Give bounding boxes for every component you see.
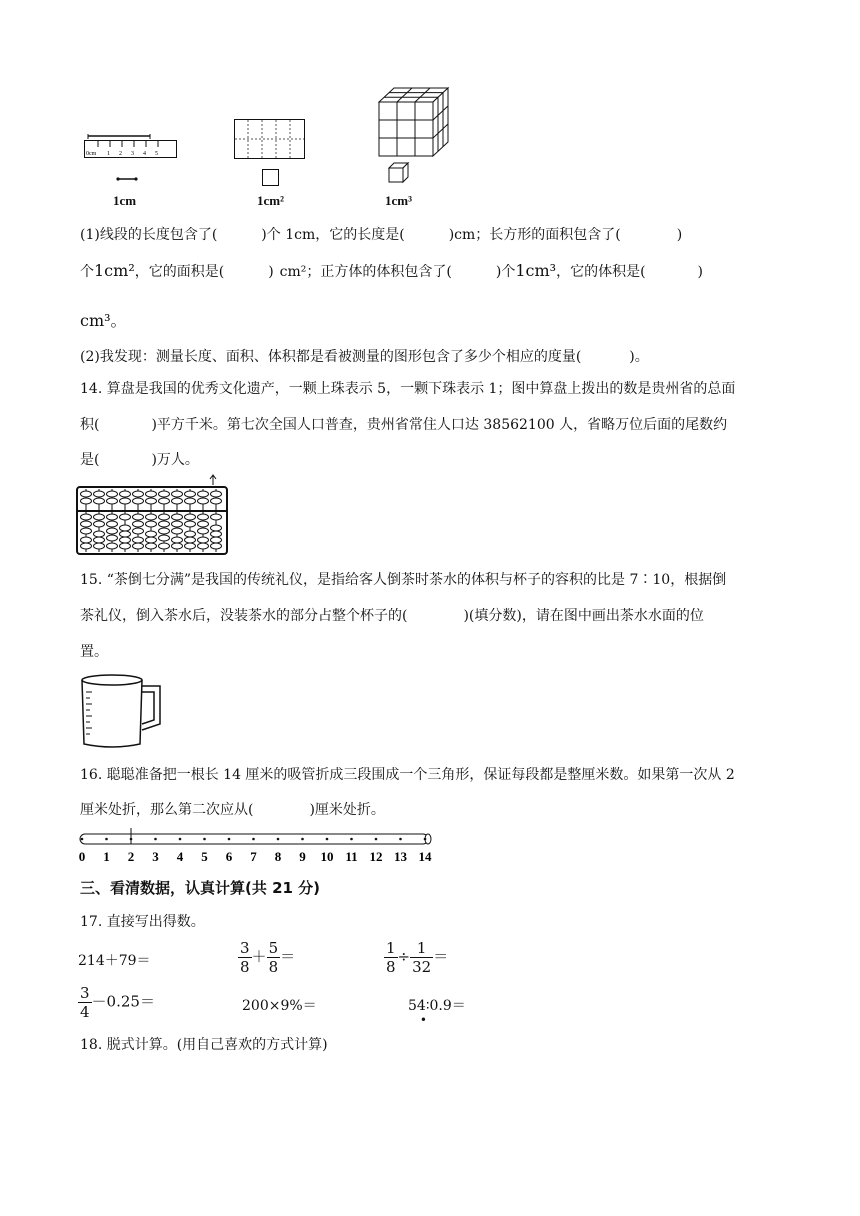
abacus-bead [81, 521, 92, 527]
scale-label: 13 [394, 849, 407, 864]
abacus-bead [133, 537, 144, 543]
abacus-bead [146, 498, 157, 504]
abacus-bead [159, 535, 170, 541]
abacus-bead [120, 537, 131, 543]
straw-tick [326, 838, 329, 841]
abacus-bead [198, 537, 209, 543]
abacus-bead [81, 528, 92, 534]
abacus-bead [133, 543, 144, 549]
abacus-bead [185, 531, 196, 537]
cube-figure [378, 84, 450, 158]
abacus-bead [211, 537, 222, 543]
abacus-bead [120, 514, 131, 520]
abacus-bead [94, 531, 105, 537]
q17-expr-4: $\frac{3}{4}$ －0.25＝ [80, 984, 155, 1021]
scale-label: 11 [345, 849, 358, 864]
straw-tick [81, 838, 84, 841]
straw-tick [105, 838, 108, 841]
abacus-bead [120, 498, 131, 504]
abacus-bead [81, 537, 92, 543]
q14-line3: 是( )万人。 [80, 452, 199, 468]
abacus-bead [120, 543, 131, 549]
straw-number-line [74, 828, 436, 864]
abacus-bead [146, 514, 157, 520]
q15-line1: 15. “茶倒七分满”是我国的传统礼仪，是指给客人倒茶时茶水的体积与杯子的容积的比是 7∶10，根据倒 [80, 572, 727, 588]
q13-part1-line3: cm³。 [80, 311, 127, 330]
q17-title: 17. 直接写出得数。 [80, 914, 205, 930]
label-1cm2: 1cm² [257, 193, 284, 208]
scale-label: 7 [250, 849, 257, 864]
ruler-tick-3: 3 [131, 151, 134, 157]
abacus-bead [198, 491, 209, 497]
abacus-bead [81, 514, 92, 520]
abacus-bead [185, 521, 196, 527]
q13-part1-line1: (1)线段的长度包含了( )个 1cm，它的长度是( )cm；长方形的面积包含了( ) [80, 227, 683, 243]
abacus-bead [120, 531, 131, 537]
scale-label: 14 [418, 849, 432, 864]
abacus-bead [94, 491, 105, 497]
section3-title: 三、看清数据，认真计算(共 21 分) [80, 879, 321, 897]
abacus-bead [107, 535, 118, 541]
abacus-bead [120, 525, 131, 531]
abacus-bead [211, 525, 222, 531]
scale-label: 10 [320, 849, 334, 864]
label-1cm: 1cm [113, 193, 137, 208]
abacus-bead [172, 543, 183, 549]
straw-tick [277, 838, 280, 841]
scale-label: 0 [78, 849, 86, 864]
abacus-bead [211, 498, 222, 504]
abacus-bead [146, 521, 157, 527]
q14-line2: 积( )平方千米。第七次全国人口普查，贵州省常住人口达 38562100 人，省略万位后面的尾数约 [80, 417, 728, 433]
ruler-tick-0: 0cm [86, 151, 97, 157]
scale-label: 4 [176, 849, 184, 864]
q13-part2: (2)我发现：测量长度、面积、体积都是看被测量的图形包含了多少个相应的度量( )。 [80, 349, 649, 365]
abacus-bead [94, 537, 105, 543]
abacus-bead [172, 521, 183, 527]
q15-line2: 茶礼仪，倒入茶水后，没装茶水的部分占整个杯子的( )(填分数)，请在图中画出茶水水面的位 [80, 608, 704, 624]
q17-expr-2: $\frac{3}{8}$ ＋ $\frac{5}{8}$ ＝ [240, 939, 296, 976]
abacus-bead [159, 491, 170, 497]
q18-title: 18. 脱式计算。(用自己喜欢的方式计算) [80, 1037, 328, 1053]
straw-tick [399, 838, 402, 841]
scale-label: 6 [225, 849, 233, 864]
scale-label: 1 [103, 849, 110, 864]
abacus-figure [76, 474, 230, 556]
q16-line2: 厘米处折，那么第二次应从( )厘米处折。 [80, 802, 385, 818]
abacus-bead [107, 543, 118, 549]
label-1cm3: 1cm³ [385, 193, 412, 208]
abacus-bead [81, 543, 92, 549]
abacus-bead [107, 528, 118, 534]
abacus-bead [159, 528, 170, 534]
abacus-bead [133, 528, 144, 534]
scale-label: 2 [127, 849, 135, 864]
q15-line3: 置。 [80, 644, 108, 660]
abacus-bead [185, 537, 196, 543]
abacus-bead [185, 514, 196, 520]
abacus-bead [198, 498, 209, 504]
straw-tick [424, 838, 427, 841]
unit-segment [116, 176, 138, 182]
q14-line1: 14. 算盘是我国的优秀文化遗产，一颗上珠表示 5，一颗下珠表示 1；图中算盘上拨出的数是贵州省的总面 [80, 381, 736, 397]
abacus-bead [133, 491, 144, 497]
abacus-bead [198, 543, 209, 549]
abacus-bead [172, 514, 183, 520]
straw-tick [375, 838, 378, 841]
abacus-bead [159, 514, 170, 520]
q17-expr-1: 214＋79＝ [78, 953, 151, 969]
abacus-bead [185, 543, 196, 549]
abacus-bead [172, 528, 183, 534]
unit-cube [388, 162, 410, 184]
ruler-tick-1: 1 [107, 151, 110, 157]
abacus-bead [185, 498, 196, 504]
abacus-bead [94, 514, 105, 520]
abacus-bead [211, 531, 222, 537]
abacus-bead [146, 491, 157, 497]
q17-expr-6: 54 • ∶0.9＝ [408, 998, 466, 1027]
q13-part1-line2: 个1cm²，它的面积是( ) cm²；正方体的体积包含了( )个1cm³，它的体积是( ) [80, 261, 704, 280]
q16-line1: 16. 聪聪准备把一根长 14 厘米的吸管折成三段围成一个三角形，保证每段都是整厘米数。如果第一次从 2 [80, 767, 735, 783]
abacus-bead [159, 521, 170, 527]
q17-expr-3: $\frac{1}{8}$ ÷ $\frac{1}{32}$ ＝ [386, 939, 449, 976]
straw-tick [252, 838, 255, 841]
abacus-bead [107, 514, 118, 520]
abacus-bead [81, 498, 92, 504]
q17-expr-5: 200×9%＝ [242, 998, 317, 1014]
abacus-bead [94, 498, 105, 504]
abacus-bead [133, 514, 144, 520]
abacus-bead [198, 521, 209, 527]
scale-label: 5 [201, 849, 208, 864]
abacus-bead [81, 491, 92, 497]
abacus-bead [133, 498, 144, 504]
ruler-tick-4: 4 [143, 151, 146, 157]
scale-label: 12 [369, 849, 383, 864]
abacus-bead [146, 531, 157, 537]
abacus-bead [107, 498, 118, 504]
straw-tick [350, 838, 353, 841]
abacus-bead [146, 543, 157, 549]
abacus-bead [185, 491, 196, 497]
ruler-tick-2: 2 [119, 151, 122, 157]
abacus-bead [159, 543, 170, 549]
abacus-bead [172, 498, 183, 504]
abacus-bead [159, 498, 170, 504]
measuring-cup-figure [78, 672, 166, 752]
straw-tick [154, 838, 157, 841]
rectangle-grid-figure [234, 119, 306, 161]
abacus-bead [107, 491, 118, 497]
abacus-bead [172, 491, 183, 497]
repeating-digit: 4 • [416, 998, 427, 1027]
scale-label: 8 [274, 849, 282, 864]
abacus-bead [198, 514, 209, 520]
scale-label: 3 [152, 849, 159, 864]
straw-tick [203, 838, 206, 841]
abacus-bead [211, 543, 222, 549]
abacus-bead [120, 491, 131, 497]
straw-tick [301, 838, 304, 841]
ruler-tick-5: 5 [155, 151, 158, 157]
abacus-bead [133, 521, 144, 527]
abacus-bead [107, 521, 118, 527]
straw-tick [228, 838, 231, 841]
straw-tick [179, 838, 182, 841]
scale-label: 9 [299, 849, 306, 864]
abacus-bead [172, 537, 183, 543]
abacus-bead [146, 537, 157, 543]
abacus-bead [198, 528, 209, 534]
unit-square [262, 169, 280, 187]
ruler-figure [84, 134, 180, 160]
abacus-bead [94, 521, 105, 527]
abacus-bead [211, 514, 222, 520]
abacus-bead [94, 543, 105, 549]
abacus-bead [211, 491, 222, 497]
